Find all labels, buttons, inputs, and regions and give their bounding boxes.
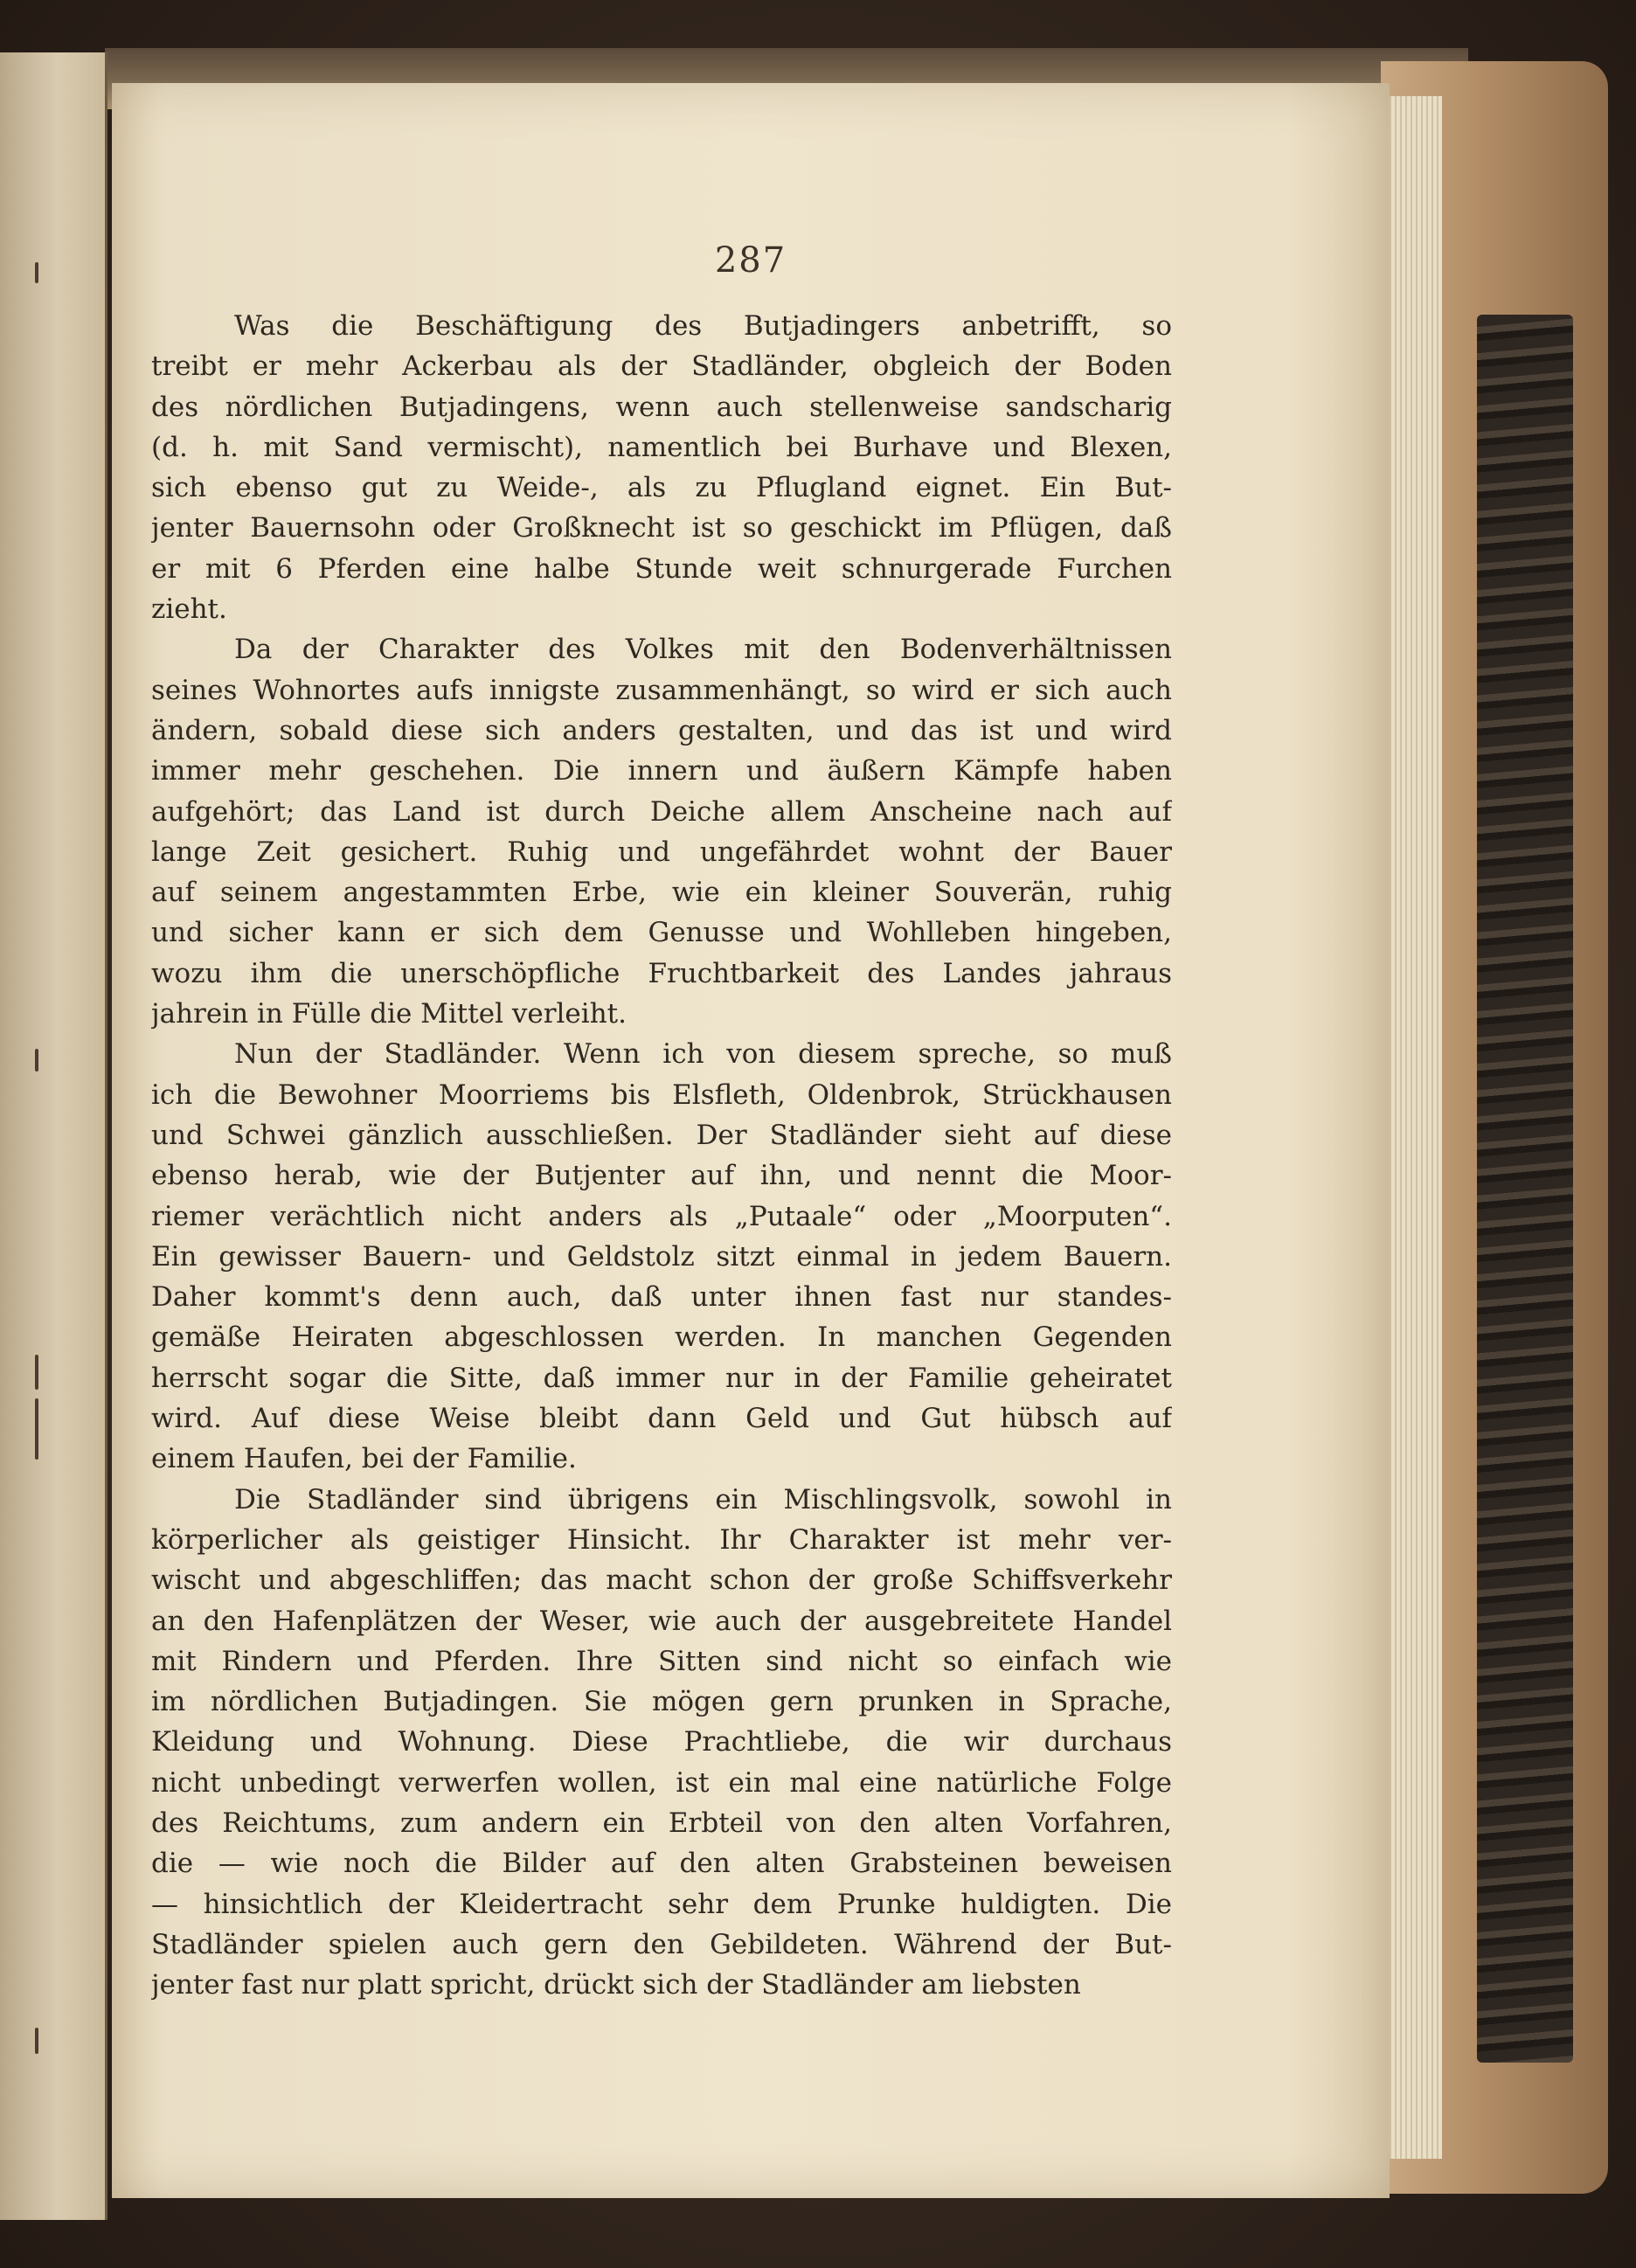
paragraph bbox=[151, 1480, 1172, 2006]
text-line: nicht unbedingt verwerfen wollen, ist ein mal eine natürliche Folge bbox=[151, 1766, 1172, 1799]
text-line: und sicher kann er sich dem Genusse und Wohlleben hingeben, bbox=[151, 917, 1172, 949]
text-line: jenter fast nur platt spricht, drückt sich der Stadländer am liebsten bbox=[151, 1969, 1081, 2001]
text-line: wird. Auf diese Weise bleibt dann Geld und Gut hübsch auf bbox=[151, 1403, 1172, 1435]
text-line: sich ebenso gut zu Weide-, als zu Pflugland eignet. Ein But- bbox=[151, 472, 1172, 504]
text-line: und Schwei gänzlich ausschließen. Der Stadländer sieht auf diese bbox=[151, 1119, 1172, 1151]
text-block bbox=[151, 306, 1172, 2005]
text-line: zieht. bbox=[151, 593, 227, 626]
text-line: ebenso herab, wie der Butjenter auf ihn, und nennt die Moor- bbox=[151, 1160, 1172, 1192]
text-line: immer mehr geschehen. Die innern und äußern Kämpfe haben bbox=[151, 755, 1172, 787]
text-line: er mit 6 Pferden eine halbe Stunde weit schnurgerade Furchen bbox=[151, 552, 1172, 585]
text-line: jahrein in Fülle die Mittel verleiht. bbox=[151, 998, 627, 1030]
text-line: Die Stadländer sind übrigens ein Mischlingsvolk, sowohl in bbox=[234, 1483, 1172, 1515]
text-line: wozu ihm die unerschöpfliche Fruchtbarkeit des Landes jahraus bbox=[151, 957, 1172, 989]
text-line: die — wie noch die Bilder auf den alten Grabsteinen beweisen bbox=[151, 1848, 1172, 1880]
text-line: Kleidung und Wohnung. Diese Prachtliebe, die wir durchaus bbox=[151, 1726, 1172, 1758]
text-line: des Reichtums, zum andern ein Erbteil von den alten Vorfahren, bbox=[151, 1807, 1172, 1839]
margin-marks bbox=[26, 157, 61, 2167]
text-line: körperlicher als geistiger Hinsicht. Ihr Charakter ist mehr ver- bbox=[151, 1523, 1172, 1556]
text-line: an den Hafenplätzen der Weser, wie auch der ausgebreitete Handel bbox=[151, 1605, 1172, 1637]
text-line: jenter Bauernsohn oder Großknecht ist so geschickt im Pflügen, daß bbox=[151, 512, 1172, 544]
text-line: ändern, sobald diese sich anders gestalten, und das ist und wird bbox=[151, 714, 1172, 746]
text-line: wischt und abgeschliffen; das macht schon der große Schiffsverkehr bbox=[151, 1564, 1172, 1597]
text-line: Nun der Stadländer. Wenn ich von diesem spreche, so muß bbox=[234, 1038, 1172, 1071]
text-line: Was die Beschäftigung des Butjadingers anbetrifft, so bbox=[234, 310, 1172, 342]
paragraph bbox=[151, 629, 1172, 1034]
text-line: treibt er mehr Ackerbau als der Stadländer, obgleich der Boden bbox=[151, 350, 1172, 383]
text-line: (d. h. mit Sand vermischt), namentlich bei Burhave und Blexen, bbox=[151, 431, 1172, 463]
text-line: riemer verächtlich nicht anders als „Putaale“ oder „Moorputen“. bbox=[151, 1200, 1172, 1232]
text-line: seines Wohnortes aufs innigste zusammenhängt, so wird er sich auch bbox=[151, 674, 1172, 706]
text-line: Daher kommt's denn auch, daß unter ihnen fast nur standes- bbox=[151, 1281, 1172, 1314]
paragraph bbox=[151, 306, 1172, 629]
text-line: im nördlichen Butjadingen. Sie mögen gern prunken in Sprache, bbox=[151, 1686, 1172, 1718]
text-line: auf seinem angestammten Erbe, wie ein kleiner Souverän, ruhig bbox=[151, 877, 1172, 909]
paragraph bbox=[151, 1034, 1172, 1479]
text-line: Stadländer spielen auch gern den Gebildeten. Während der But- bbox=[151, 1928, 1172, 1960]
text-line: herrscht sogar die Sitte, daß immer nur in der Familie geheiratet bbox=[151, 1362, 1172, 1394]
text-line: Ein gewisser Bauern- und Geldstolz sitzt einmal in jedem Bauern. bbox=[151, 1240, 1172, 1273]
text-line: — hinsichtlich der Kleidertracht sehr dem Prunke huldigten. Die bbox=[151, 1888, 1172, 1920]
text-line: aufgehört; das Land ist durch Deiche allem Anscheine nach auf bbox=[151, 795, 1172, 828]
page-number: 287 bbox=[714, 240, 787, 281]
text-line: einem Haufen, bei der Familie. bbox=[151, 1443, 577, 1475]
book-spine-pattern bbox=[1477, 315, 1573, 2063]
text-line: mit Rindern und Pferden. Ihre Sitten sind nicht so einfach wie bbox=[151, 1645, 1172, 1677]
book-page bbox=[112, 83, 1390, 2198]
text-line: lange Zeit gesichert. Ruhig und ungefährdet wohnt der Bauer bbox=[151, 836, 1172, 868]
text-line: Da der Charakter des Volkes mit den Bodenverhältnissen bbox=[234, 634, 1172, 666]
text-line: ich die Bewohner Moorriems bis Elsfleth, Oldenbrok, Strückhausen bbox=[151, 1079, 1172, 1111]
left-page-edge bbox=[0, 52, 107, 2220]
text-line: des nördlichen Butjadingens, wenn auch stellenweise sandscharig bbox=[151, 391, 1172, 423]
page-stack-edge bbox=[1381, 96, 1442, 2159]
text-line: gemäße Heiraten abgeschlossen werden. In manchen Gegenden bbox=[151, 1321, 1172, 1354]
